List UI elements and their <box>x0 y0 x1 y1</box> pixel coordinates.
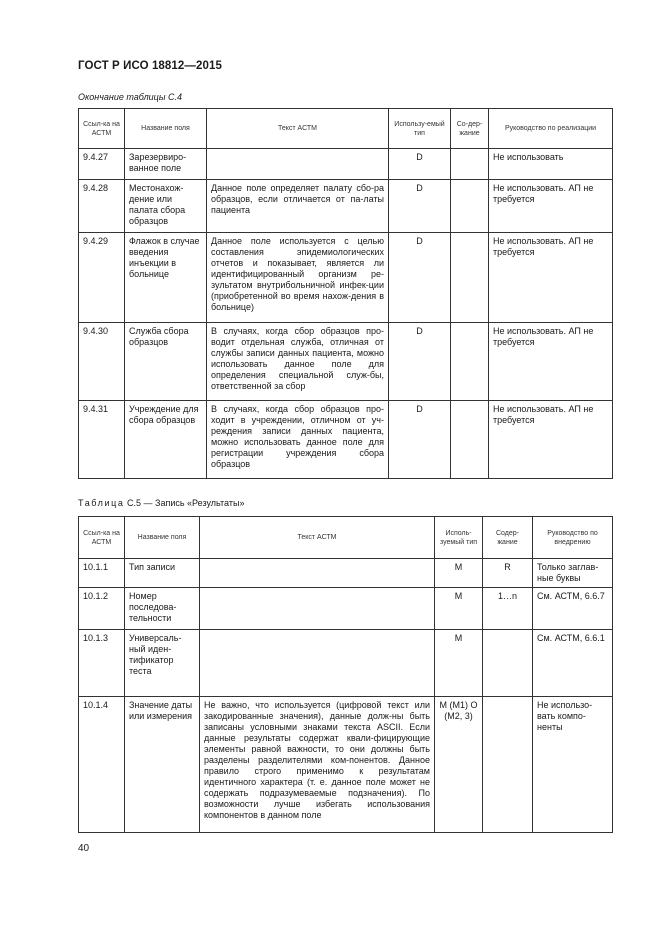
ref-cell: 10.1.2 <box>79 588 125 630</box>
table-row <box>79 149 613 180</box>
table-caption-text: С.5 — Запись «Результаты» <box>124 498 245 508</box>
table-c4-caption: Окончание таблицы С.4 <box>78 92 182 102</box>
field-name-cell: Служба сбора образцов <box>125 323 207 401</box>
table-row <box>79 630 613 697</box>
type-cell: D <box>389 149 451 180</box>
content-cell <box>451 401 489 479</box>
table-row <box>79 588 613 630</box>
table-label: Таблица <box>78 498 125 508</box>
table-row <box>79 559 613 588</box>
field-name-cell: Местонахож-дение или палата сбора образцов <box>125 180 207 233</box>
field-name-cell: Флажок в случае введения инъекции в больнице <box>125 233 207 323</box>
table-c5 <box>78 516 613 833</box>
astm-text-cell <box>200 588 435 630</box>
type-cell: D <box>389 323 451 401</box>
astm-text-cell <box>200 630 435 697</box>
column-header: Со-дер-жание <box>451 109 489 149</box>
type-cell: M (M1) O (M2, 3) <box>435 697 483 833</box>
guide-cell: Только заглав-ные буквы <box>533 559 613 588</box>
table-row <box>79 401 613 479</box>
type-cell: M <box>435 559 483 588</box>
guide-cell: Не использовать <box>489 149 613 180</box>
table-header-row <box>79 109 613 149</box>
type-cell: M <box>435 588 483 630</box>
guide-cell: Не использовать. АП не требуется <box>489 233 613 323</box>
column-header: Ссыл-ка на АСТМ <box>79 517 125 559</box>
ref-cell: 9.4.30 <box>79 323 125 401</box>
field-name-cell: Учреждение для сбора образцов <box>125 401 207 479</box>
ref-cell: 10.1.4 <box>79 697 125 833</box>
astm-text-cell: В случаях, когда сбор образцов про-водит отдельная служба, отличная от службы записи данных пациента, можно использовать данное поле для определения специальной служ-бы, ответственной за сбор <box>207 323 389 401</box>
content-cell: R <box>483 559 533 588</box>
table-row <box>79 323 613 401</box>
column-header: Текст АСТМ <box>200 517 435 559</box>
column-header: Название поля <box>125 517 200 559</box>
content-cell <box>451 149 489 180</box>
type-cell: M <box>435 630 483 697</box>
column-header: Содер-жание <box>483 517 533 559</box>
field-name-cell: Значение даты или измерения <box>125 697 200 833</box>
ref-cell: 10.1.3 <box>79 630 125 697</box>
content-cell <box>483 697 533 833</box>
guide-cell: Не использовать. АП не требуется <box>489 323 613 401</box>
type-cell: D <box>389 233 451 323</box>
column-header: Ссыл-ка на АСТМ <box>79 109 125 149</box>
ref-cell: 9.4.31 <box>79 401 125 479</box>
content-cell <box>451 323 489 401</box>
astm-text-cell: Данное поле определяет палату сбо-ра образцов, если отличается от па-латы пациента <box>207 180 389 233</box>
table-c4 <box>78 108 613 479</box>
guide-cell: Не использовать. АП не требуется <box>489 401 613 479</box>
table-row <box>79 180 613 233</box>
content-cell <box>483 630 533 697</box>
astm-text-cell: Не важно, что используется (цифровой текст или закодированные значения), данные долж-ны быть записаны условными знаками текста ASCII. Если данные результаты содержат квали-фицирующие элементы равной важности, то они должны быть разделены разделителями ком-понентов. Данное правило строго применимо к результатам идентичного характера (т. е. данное поле может не содержать подразумеваемые подзначения). По возможности лучше избегать использования компонентов в данном поле <box>200 697 435 833</box>
guide-cell: Не использовать. АП не требуется <box>489 180 613 233</box>
guide-cell: Не использо-вать компо-ненты <box>533 697 613 833</box>
guide-cell: См. АСТМ, 6.6.1 <box>533 630 613 697</box>
type-cell: D <box>389 401 451 479</box>
content-cell: 1…n <box>483 588 533 630</box>
table-header-row <box>79 517 613 559</box>
field-name-cell: Зарезервиро-ванное поле <box>125 149 207 180</box>
content-cell <box>451 233 489 323</box>
type-cell: D <box>389 180 451 233</box>
table-row <box>79 697 613 833</box>
ref-cell: 9.4.27 <box>79 149 125 180</box>
content-cell <box>451 180 489 233</box>
astm-text-cell <box>200 559 435 588</box>
ref-cell: 10.1.1 <box>79 559 125 588</box>
table-row <box>79 233 613 323</box>
field-name-cell: Тип записи <box>125 559 200 588</box>
astm-text-cell: В случаях, когда сбор образцов про-ходит в учреждении, отличном от уч-реждения записи данных пациента, можно использовать данное поле для регистрации учреждения сбора образцов <box>207 401 389 479</box>
astm-text-cell <box>207 149 389 180</box>
column-header: Руководство по реализации <box>489 109 613 149</box>
ref-cell: 9.4.28 <box>79 180 125 233</box>
column-header: Исполь-зуемый тип <box>435 517 483 559</box>
field-name-cell: Номер последова-тельности <box>125 588 200 630</box>
document-title: ГОСТ Р ИСО 18812—2015 <box>78 60 223 72</box>
ref-cell: 9.4.29 <box>79 233 125 323</box>
column-header: Руководство по внедрению <box>533 517 613 559</box>
astm-text-cell: Данное поле используется с целью составления эпидемиологических отчетов и показывает, является ли идентифицированный организм ре-зультатом внутрибольничной инфек-ции (приобретенной во время нахож-дения в больнице) <box>207 233 389 323</box>
column-header: Текст АСТМ <box>207 109 389 149</box>
table-c5-caption <box>78 498 244 508</box>
guide-cell: См. АСТМ, 6.6.7 <box>533 588 613 630</box>
field-name-cell: Универсаль-ный иден-тификатор теста <box>125 630 200 697</box>
page-number: 40 <box>78 843 90 854</box>
column-header: Использу-емый тип <box>389 109 451 149</box>
column-header: Название поля <box>125 109 207 149</box>
